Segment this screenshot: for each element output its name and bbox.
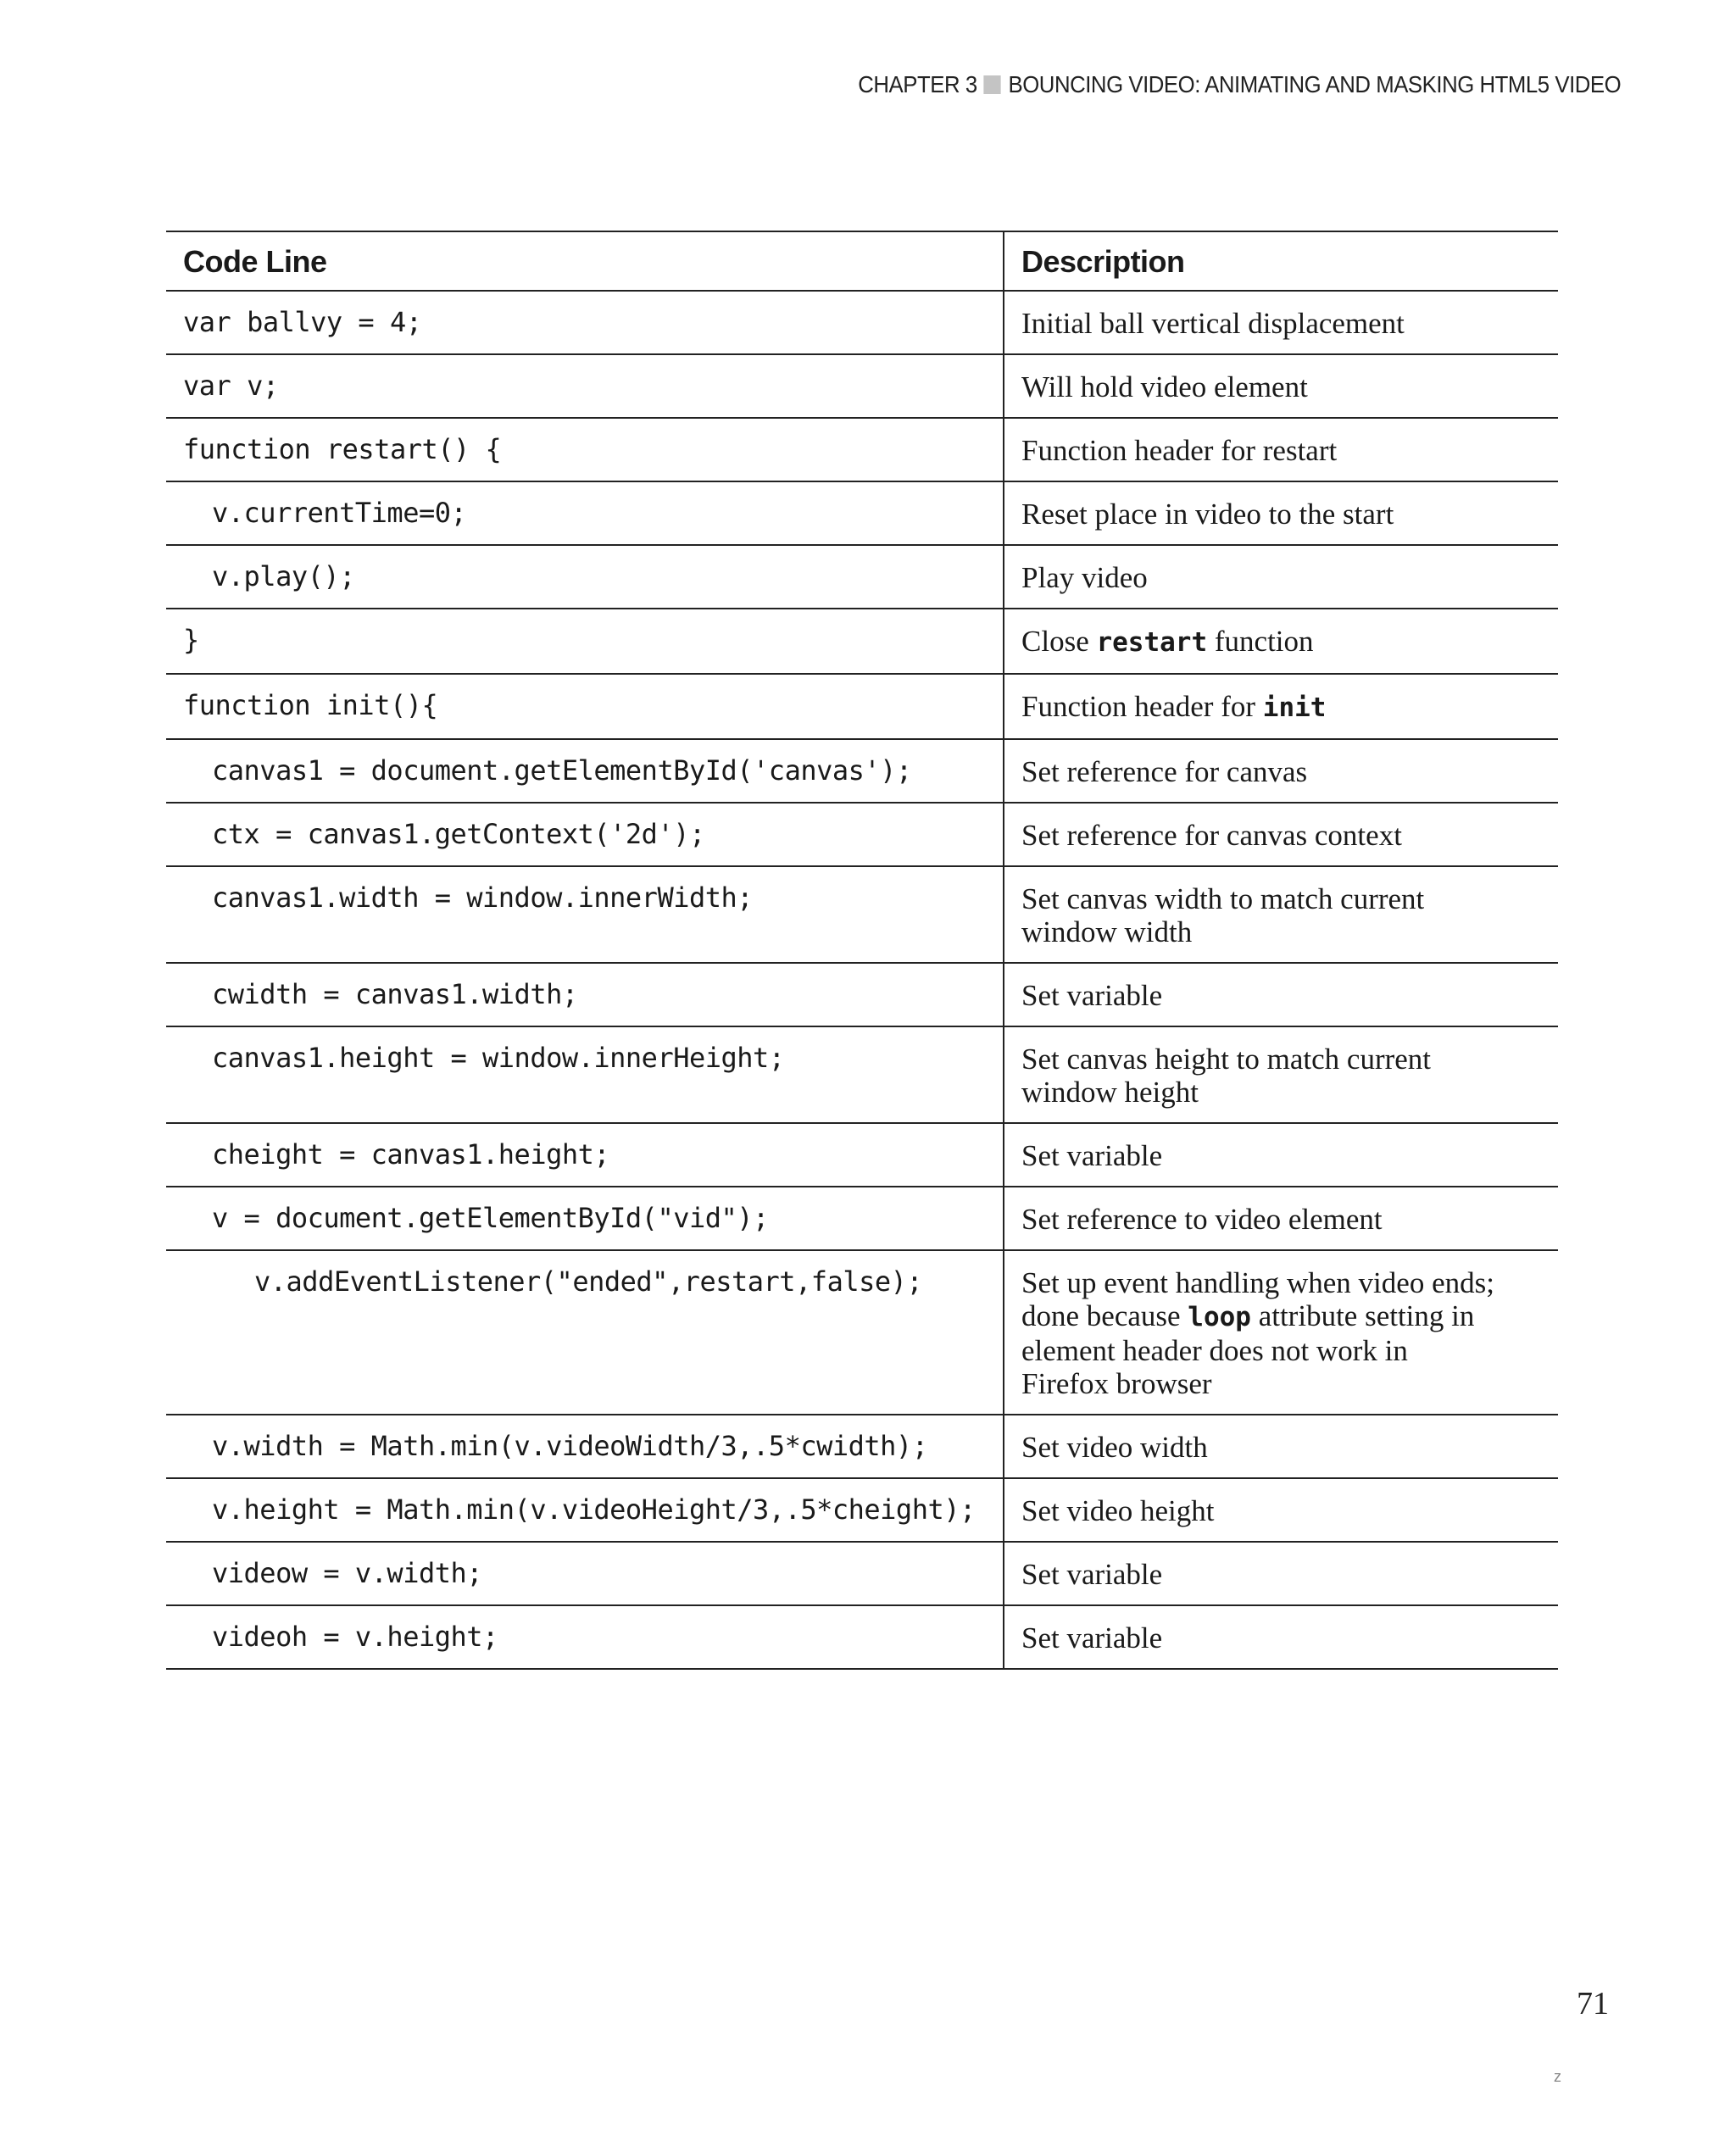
- code-line-cell: [166, 1026, 1004, 1123]
- table-row: [166, 963, 1558, 1026]
- description-line: Set canvas width to match current: [1021, 882, 1425, 915]
- code-description-table: [166, 231, 1558, 1670]
- description-cell: [1004, 1605, 1558, 1669]
- code-line: v.height = Math.min(v.videoHeight/3,.5*cheight);: [212, 1493, 976, 1526]
- table-row: [166, 1123, 1558, 1187]
- column-header-code-line: Code Line: [183, 244, 327, 279]
- table-row: [166, 739, 1558, 803]
- description-line: element header does not work in: [1021, 1334, 1408, 1367]
- description-text: [1021, 1043, 1558, 1109]
- code-line-cell: [166, 674, 1004, 739]
- table-row: [166, 866, 1558, 963]
- description-line: window height: [1021, 1076, 1199, 1109]
- description-cell: [1004, 1542, 1558, 1605]
- code-line-cell: [166, 866, 1004, 963]
- code-line: v.currentTime=0;: [212, 497, 467, 529]
- description-fragment: function: [1207, 625, 1314, 658]
- description-text: Set variable: [1021, 1139, 1163, 1172]
- description-text: [1021, 1266, 1558, 1400]
- table-row: [166, 674, 1558, 739]
- description-text: [1021, 882, 1558, 948]
- table-header-row: [166, 231, 1558, 291]
- description-fragment: done because: [1021, 1299, 1188, 1332]
- description-cell: [1004, 803, 1558, 866]
- table-body: [166, 291, 1558, 1669]
- description-text: [1021, 690, 1558, 725]
- description-text: Set video height: [1021, 1494, 1215, 1527]
- code-line: v = document.getElementById("vid");: [212, 1202, 769, 1234]
- code-line: v.width = Math.min(v.videoWidth/3,.5*cwidth);: [212, 1430, 928, 1462]
- code-line: ctx = canvas1.getContext('2d');: [212, 818, 705, 850]
- table-row: [166, 1605, 1558, 1669]
- description-cell: [1004, 674, 1558, 739]
- table-row: [166, 1478, 1558, 1542]
- description-text: Set reference to video element: [1021, 1203, 1383, 1236]
- code-line: v.addEventListener("ended",restart,false);: [254, 1265, 923, 1298]
- code-line: cheight = canvas1.height;: [212, 1138, 610, 1171]
- code-line-cell: [166, 609, 1004, 674]
- code-line: function restart() {: [183, 433, 502, 465]
- table-row: [166, 1026, 1558, 1123]
- code-line: }: [183, 624, 199, 656]
- description-cell: [1004, 1187, 1558, 1250]
- code-line: v.play();: [212, 560, 355, 592]
- page-number: 71: [1577, 1986, 1609, 2021]
- corner-mark: z: [1554, 2068, 1561, 2085]
- description-cell: [1004, 866, 1558, 963]
- code-line-cell: [166, 1478, 1004, 1542]
- code-line-cell: [166, 1123, 1004, 1187]
- code-line: cwidth = canvas1.width;: [212, 978, 578, 1010]
- description-text: Set variable: [1021, 1621, 1163, 1654]
- code-line-cell: [166, 739, 1004, 803]
- description-cell: [1004, 963, 1558, 1026]
- description-line: [1021, 1299, 1558, 1334]
- description-text: Reset place in video to the start: [1021, 498, 1394, 531]
- description-fragment: Close: [1021, 625, 1097, 658]
- code-line-cell: [166, 354, 1004, 418]
- description-line: window width: [1021, 915, 1193, 948]
- description-cell: [1004, 481, 1558, 545]
- code-line: var v;: [183, 370, 279, 402]
- description-text: Set variable: [1021, 1558, 1163, 1591]
- description-fragment: Function header for: [1021, 690, 1263, 723]
- table-row: [166, 609, 1558, 674]
- code-line-cell: [166, 1415, 1004, 1478]
- code-line: canvas1.width = window.innerWidth;: [212, 881, 754, 914]
- description-cell: [1004, 609, 1558, 674]
- description-text: Will hold video element: [1021, 370, 1308, 403]
- description-text: Set variable: [1021, 979, 1163, 1012]
- code-line-cell: [166, 1605, 1004, 1669]
- description-cell: [1004, 418, 1558, 481]
- description-line: Set up event handling when video ends;: [1021, 1266, 1494, 1299]
- description-text: Set reference for canvas context: [1021, 819, 1402, 852]
- table-row: [166, 291, 1558, 354]
- description-cell: [1004, 739, 1558, 803]
- chapter-title: BOUNCING VIDEO: ANIMATING AND MASKING HTML5 VIDEO: [1008, 71, 1621, 97]
- code-line: canvas1 = document.getElementById('canvas');: [212, 754, 912, 787]
- chapter-label: CHAPTER 3: [858, 71, 977, 97]
- description-cell: [1004, 545, 1558, 609]
- code-line: function init(){: [183, 689, 438, 721]
- code-line-cell: [166, 481, 1004, 545]
- code-line: var ballvy = 4;: [183, 306, 422, 338]
- inline-code: loop: [1188, 1302, 1251, 1332]
- description-cell: [1004, 1415, 1558, 1478]
- description-text: Set reference for canvas: [1021, 755, 1308, 788]
- table-row: [166, 1250, 1558, 1415]
- description-text: Play video: [1021, 561, 1148, 594]
- column-header-description: Description: [1004, 231, 1558, 291]
- description-text: [1021, 625, 1558, 659]
- table-row: [166, 418, 1558, 481]
- description-fragment: attribute setting in: [1250, 1299, 1475, 1332]
- separator-square-icon: [983, 75, 1000, 94]
- code-line-cell: [166, 418, 1004, 481]
- table-row: [166, 1542, 1558, 1605]
- description-line: Set canvas height to match current: [1021, 1043, 1432, 1076]
- table-row: [166, 354, 1558, 418]
- code-line: canvas1.height = window.innerHeight;: [212, 1042, 785, 1074]
- description-cell: [1004, 354, 1558, 418]
- code-line-cell: [166, 291, 1004, 354]
- description-line: Firefox browser: [1021, 1367, 1212, 1400]
- table-row: [166, 803, 1558, 866]
- code-line-cell: [166, 1250, 1004, 1415]
- description-cell: [1004, 1250, 1558, 1415]
- description-cell: [1004, 1026, 1558, 1123]
- table-row: [166, 481, 1558, 545]
- description-text: Set video width: [1021, 1431, 1208, 1464]
- description-cell: [1004, 1123, 1558, 1187]
- table-row: [166, 1415, 1558, 1478]
- table-row: [166, 545, 1558, 609]
- code-line-cell: [166, 1542, 1004, 1605]
- code-line-cell: [166, 1187, 1004, 1250]
- code-line-cell: [166, 803, 1004, 866]
- description-text: Initial ball vertical displacement: [1021, 307, 1405, 340]
- description-cell: [1004, 1478, 1558, 1542]
- inline-code: init: [1262, 692, 1327, 723]
- table-row: [166, 1187, 1558, 1250]
- code-line-cell: [166, 545, 1004, 609]
- running-header: [858, 71, 1621, 98]
- description-text: Function header for restart: [1021, 434, 1338, 467]
- code-line-cell: [166, 963, 1004, 1026]
- code-line: videoh = v.height;: [212, 1621, 498, 1653]
- inline-code: restart: [1096, 627, 1208, 658]
- description-cell: [1004, 291, 1558, 354]
- code-line: videow = v.width;: [212, 1557, 483, 1589]
